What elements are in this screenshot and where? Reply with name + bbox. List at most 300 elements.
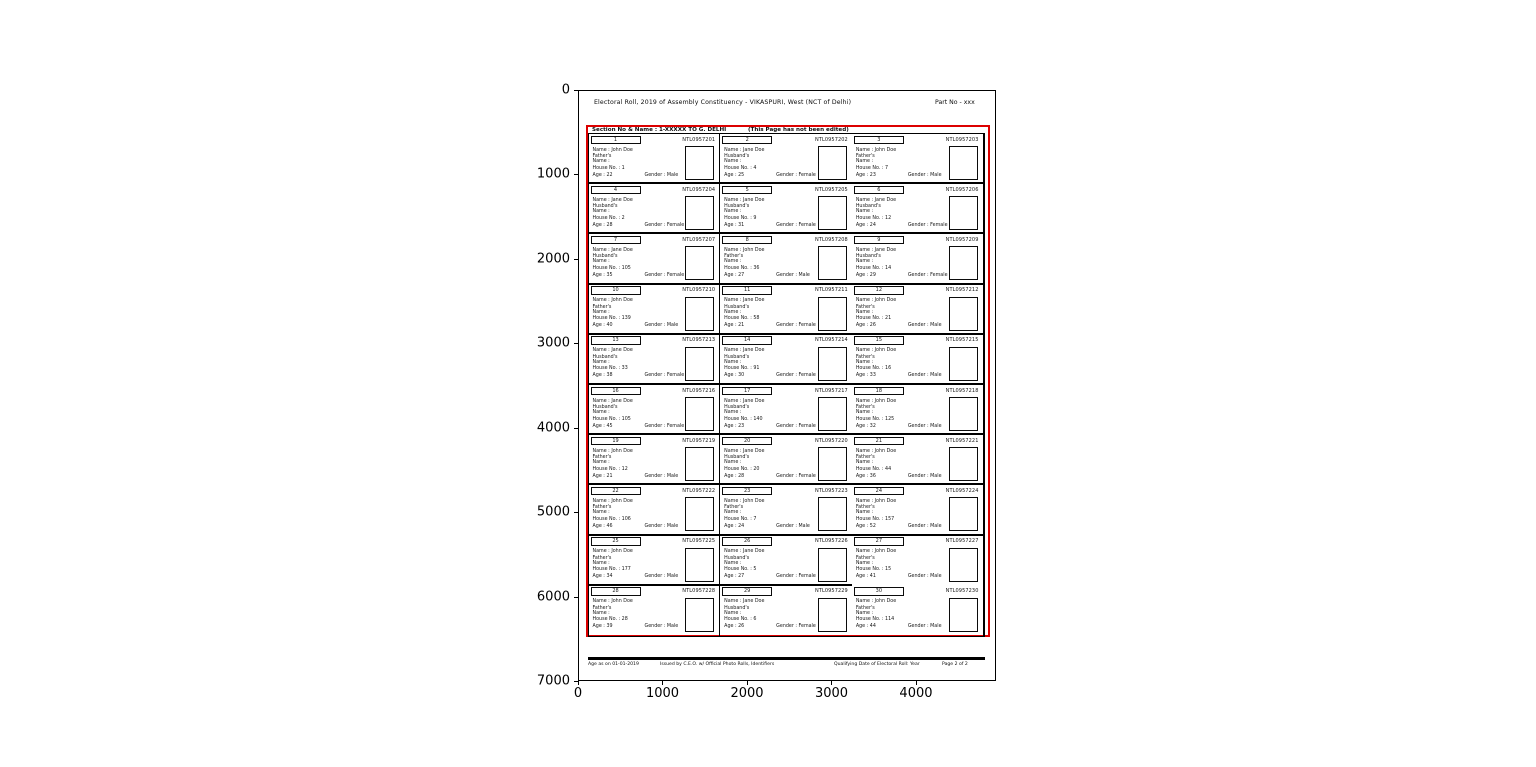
document-page <box>578 90 996 681</box>
voter-card <box>589 536 721 586</box>
age-value: Age : 26 <box>724 624 745 630</box>
gender-value: Gender : Male <box>776 523 810 529</box>
relation-line: Father's <box>724 254 744 260</box>
name-line: Name : John Doe <box>855 448 897 454</box>
gender-value: Gender : Male <box>907 423 942 429</box>
age-line <box>593 273 685 278</box>
age-value: Age : 41 <box>855 574 876 580</box>
house-line: House No. : 125 <box>855 416 895 422</box>
relation-line: Father's <box>592 455 612 461</box>
house-line: House No. : 105 <box>592 416 631 422</box>
epic-number: NTL0957203 <box>945 136 979 143</box>
y-tick-mark <box>574 597 578 598</box>
name-line: Name : John Doe <box>855 398 897 404</box>
name-line: Name : Jane Doe <box>724 197 765 203</box>
x-tick-mark <box>916 681 917 685</box>
house-line: House No. : 2 <box>592 215 625 221</box>
y-tick-label: 5000 <box>536 504 570 520</box>
age-line <box>593 424 685 429</box>
age-value: Age : 21 <box>592 473 613 479</box>
age-value: Age : 52 <box>855 523 876 529</box>
relation-line: Husband's <box>855 204 881 210</box>
epic-number: NTL0957207 <box>682 236 716 243</box>
age-line <box>856 273 948 278</box>
serial-number: 14 <box>743 337 751 344</box>
serial-number-box <box>854 286 904 295</box>
house-line: House No. : 58 <box>724 316 760 322</box>
relation-line: Father's <box>855 304 875 310</box>
name-line: Name : Jane Doe <box>592 197 633 203</box>
age-line <box>593 373 685 378</box>
voter-card <box>720 234 852 284</box>
house-line: House No. : 91 <box>724 366 760 372</box>
age-value: Age : 38 <box>592 373 613 379</box>
relation-name-label: Name : <box>724 259 742 265</box>
serial-number: 19 <box>612 437 619 444</box>
voter-card <box>852 485 984 535</box>
relation-line: Husband's <box>724 405 750 410</box>
name-line: Name : John Doe <box>855 298 897 304</box>
y-tick-label: 7000 <box>536 673 570 689</box>
serial-number: 22 <box>612 487 619 494</box>
relation-line: Husband's <box>724 204 750 210</box>
photo-box <box>685 548 714 582</box>
relation-line: Father's <box>592 555 612 561</box>
doc-part-no: Part No - xxx <box>935 99 975 106</box>
age-value: Age : 31 <box>724 222 745 228</box>
serial-number: 17 <box>743 387 751 394</box>
house-line: House No. : 15 <box>855 567 892 573</box>
voter-grid <box>588 133 985 637</box>
relation-name-label: Name : <box>855 460 874 466</box>
age-line <box>856 323 948 328</box>
age-value: Age : 44 <box>855 624 876 630</box>
y-tick-mark <box>574 90 578 91</box>
serial-number: 3 <box>877 136 881 143</box>
photo-box <box>818 196 847 230</box>
age-line <box>593 474 685 479</box>
relation-name-label: Name : <box>592 209 610 215</box>
gender-value: Gender : Female <box>644 222 685 228</box>
serial-number: 27 <box>875 538 883 545</box>
serial-number: 28 <box>612 588 619 595</box>
relation-line: Father's <box>592 304 612 310</box>
gender-value: Gender : Female <box>776 373 816 379</box>
house-line: House No. : 12 <box>592 466 628 472</box>
age-line <box>856 373 948 378</box>
voter-card <box>720 536 852 586</box>
age-value: Age : 36 <box>855 473 876 479</box>
relation-name-label: Name : <box>724 410 742 415</box>
epic-number: NTL0957213 <box>682 337 716 344</box>
relation-line: Husband's <box>724 304 750 310</box>
serial-number-box <box>722 537 772 546</box>
y-tick-label: 6000 <box>536 589 570 605</box>
photo-box <box>685 447 714 481</box>
photo-box <box>685 246 714 280</box>
house-line: House No. : 21 <box>855 316 892 322</box>
serial-number-box <box>722 437 772 446</box>
name-line: Name : Jane Doe <box>724 298 765 304</box>
serial-number: 11 <box>743 287 751 294</box>
age-line <box>724 173 816 178</box>
age-value: Age : 27 <box>724 272 745 278</box>
serial-number-box <box>854 437 904 446</box>
relation-name-label: Name : <box>592 510 610 516</box>
serial-number-box <box>591 136 641 145</box>
name-line: Name : John Doe <box>592 498 633 504</box>
epic-number: NTL0957220 <box>814 437 848 444</box>
y-tick-label: 0 <box>561 82 570 98</box>
x-tick-mark <box>662 681 663 685</box>
relation-name-label: Name : <box>855 209 874 215</box>
voter-card <box>720 485 852 535</box>
serial-number: 4 <box>613 186 618 193</box>
house-line: House No. : 7 <box>855 165 889 171</box>
serial-number-box <box>854 186 904 195</box>
age-value: Age : 35 <box>592 272 613 278</box>
age-value: Age : 21 <box>724 323 745 329</box>
house-line: House No. : 7 <box>724 516 757 522</box>
x-tick-label: 4000 <box>899 686 933 701</box>
serial-number-box <box>722 236 772 245</box>
relation-name-label: Name : <box>855 359 874 365</box>
x-tick-label: 0 <box>573 686 583 701</box>
photo-box <box>818 497 847 531</box>
age-value: Age : 28 <box>592 222 613 228</box>
epic-number: NTL0957214 <box>814 337 848 344</box>
name-line: Name : Jane Doe <box>724 348 765 354</box>
name-line: Name : John Doe <box>855 599 897 605</box>
footer-divider-bar <box>588 657 985 660</box>
relation-name-label: Name : <box>592 460 610 466</box>
voter-card <box>589 586 721 636</box>
epic-number: NTL0957228 <box>682 588 716 595</box>
name-line: Name : John Doe <box>592 147 633 153</box>
relation-name-label: Name : <box>855 309 874 315</box>
gender-value: Gender : Female <box>776 323 816 329</box>
voter-card <box>852 184 984 234</box>
relation-line: Husband's <box>724 354 750 360</box>
gender-value: Gender : Male <box>776 272 810 278</box>
serial-number-box <box>591 537 641 546</box>
photo-box <box>949 347 978 381</box>
gender-value: Gender : Male <box>644 523 679 529</box>
relation-name-label: Name : <box>855 560 874 566</box>
serial-number-box <box>854 587 904 596</box>
age-line <box>593 574 685 579</box>
relation-line: Father's <box>855 605 875 611</box>
serial-number-box <box>854 537 904 546</box>
relation-name-label: Name : <box>855 159 874 164</box>
relation-name-label: Name : <box>855 259 874 265</box>
relation-name-label: Name : <box>724 159 742 164</box>
gender-value: Gender : Male <box>907 373 942 379</box>
house-line: House No. : 44 <box>855 466 892 472</box>
name-line: Name : Jane Doe <box>724 147 765 153</box>
photo-box <box>949 447 978 481</box>
serial-number: 1 <box>613 136 618 143</box>
house-line: House No. : 28 <box>592 617 628 623</box>
relation-name-label: Name : <box>592 560 610 566</box>
photo-box <box>818 598 847 632</box>
footer-age-note: Age as on 01-01-2019 <box>588 661 639 667</box>
photo-box <box>685 297 714 331</box>
footer-date-note: Qualifying Date of Electoral Roll: Year <box>834 661 920 667</box>
y-tick-label: 1000 <box>536 166 570 182</box>
age-line <box>724 474 816 479</box>
name-line: Name : John Doe <box>724 247 765 253</box>
photo-box <box>949 297 978 331</box>
photo-box <box>818 347 847 381</box>
y-tick-label: 2000 <box>536 251 570 267</box>
serial-number: 15 <box>875 337 883 344</box>
voter-card <box>589 285 721 335</box>
voter-card <box>720 285 852 335</box>
name-line: Name : John Doe <box>855 147 897 153</box>
relation-line: Father's <box>855 405 875 410</box>
house-line: House No. : 157 <box>855 516 895 522</box>
photo-box <box>949 397 978 431</box>
gender-value: Gender : Female <box>776 423 816 429</box>
gender-value: Gender : Male <box>907 624 942 630</box>
y-tick-mark <box>574 259 578 260</box>
relation-name-label: Name : <box>592 610 610 616</box>
age-line <box>856 223 948 228</box>
voter-card <box>720 184 852 234</box>
photo-box <box>685 347 714 381</box>
epic-number: NTL0957225 <box>682 538 716 545</box>
photo-box <box>818 246 847 280</box>
house-line: House No. : 33 <box>592 366 628 372</box>
name-line: Name : Jane Doe <box>592 348 633 354</box>
age-line <box>724 624 816 629</box>
serial-number: 20 <box>743 437 751 444</box>
serial-number-box <box>854 387 904 396</box>
y-tick-mark <box>574 512 578 513</box>
serial-number-box <box>854 236 904 245</box>
epic-number: NTL0957217 <box>814 387 848 394</box>
epic-number: NTL0957201 <box>682 136 716 143</box>
voter-card <box>852 134 984 184</box>
gender-value: Gender : Female <box>644 373 685 379</box>
name-line: Name : John Doe <box>592 549 633 555</box>
age-line <box>724 273 816 278</box>
name-line: Name : Jane Doe <box>724 448 765 454</box>
serial-number: 12 <box>875 287 883 294</box>
voter-card <box>852 285 984 335</box>
photo-box <box>685 598 714 632</box>
serial-number: 10 <box>612 287 619 294</box>
age-line <box>856 474 948 479</box>
name-line: Name : Jane Doe <box>855 247 897 253</box>
epic-number: NTL0957227 <box>945 538 979 545</box>
epic-number: NTL0957215 <box>945 337 979 344</box>
age-value: Age : 27 <box>724 574 745 580</box>
relation-line: Husband's <box>724 154 750 159</box>
relation-line: Husband's <box>592 204 618 210</box>
epic-number: NTL0957226 <box>814 538 848 545</box>
relation-name-label: Name : <box>724 359 742 365</box>
age-value: Age : 46 <box>592 523 613 529</box>
epic-number: NTL0957218 <box>945 387 979 394</box>
serial-number: 21 <box>875 437 883 444</box>
relation-line: Husband's <box>592 254 618 260</box>
age-line <box>724 524 816 529</box>
relation-line: Husband's <box>592 354 618 360</box>
photo-box <box>818 297 847 331</box>
serial-number-box <box>591 336 641 345</box>
gender-value: Gender : Female <box>776 172 816 178</box>
serial-number-box <box>722 286 772 295</box>
y-tick-mark <box>574 343 578 344</box>
age-value: Age : 45 <box>592 423 613 429</box>
name-line: Name : Jane Doe <box>724 599 765 605</box>
photo-box <box>949 497 978 531</box>
relation-name-label: Name : <box>855 510 874 516</box>
gender-value: Gender : Female <box>776 624 816 630</box>
house-line: House No. : 114 <box>855 617 895 623</box>
voter-card <box>852 385 984 435</box>
gender-value: Gender : Male <box>907 323 942 329</box>
voter-card <box>589 134 721 184</box>
voter-card <box>589 184 721 234</box>
relation-name-label: Name : <box>592 359 610 365</box>
serial-number: 30 <box>875 588 883 595</box>
epic-number: NTL0957221 <box>945 437 979 444</box>
serial-number: 5 <box>745 186 749 193</box>
name-line: Name : Jane Doe <box>592 247 633 253</box>
photo-box <box>685 497 714 531</box>
voter-card <box>589 385 721 435</box>
gender-value: Gender : Female <box>776 574 816 580</box>
voter-card <box>852 586 984 636</box>
house-line: House No. : 106 <box>592 516 631 522</box>
serial-number-box <box>591 286 641 295</box>
photo-box <box>949 146 978 180</box>
house-line: House No. : 140 <box>724 416 763 422</box>
house-line: House No. : 12 <box>855 215 892 221</box>
serial-number: 26 <box>743 538 751 545</box>
epic-number: NTL0957230 <box>945 588 979 595</box>
age-line <box>856 173 948 178</box>
age-value: Age : 30 <box>724 373 745 379</box>
gender-value: Gender : Female <box>644 272 685 278</box>
photo-box <box>949 246 978 280</box>
photo-box <box>818 146 847 180</box>
voter-card <box>720 385 852 435</box>
relation-name-label: Name : <box>592 259 610 265</box>
photo-box <box>818 447 847 481</box>
age-value: Age : 26 <box>855 323 876 329</box>
doc-header-title: Electoral Roll, 2019 of Assembly Constituency - VIKASPURI, West (NCT of Delhi) <box>594 99 852 106</box>
name-line: Name : Jane Doe <box>592 398 633 404</box>
epic-number: NTL0957229 <box>814 588 848 595</box>
epic-number: NTL0957224 <box>945 487 979 494</box>
age-value: Age : 34 <box>592 574 613 580</box>
serial-number-box <box>591 437 641 446</box>
serial-number-box <box>591 236 641 245</box>
gender-value: Gender : Male <box>644 172 679 178</box>
age-line <box>856 574 948 579</box>
relation-name-label: Name : <box>724 560 742 566</box>
photo-box <box>818 548 847 582</box>
x-tick-label: 3000 <box>814 686 849 701</box>
voter-card <box>852 435 984 485</box>
gender-value: Gender : Male <box>907 574 942 580</box>
serial-number: 24 <box>875 487 883 494</box>
voter-card <box>852 335 984 385</box>
footer-page-number: Page 2 of 2 <box>942 661 968 667</box>
gender-value: Gender : Female <box>776 473 816 479</box>
age-value: Age : 23 <box>724 423 745 429</box>
gender-value: Gender : Male <box>907 172 942 178</box>
age-value: Age : 39 <box>592 624 613 630</box>
voter-card <box>852 234 984 284</box>
x-tick-label: 2000 <box>730 686 764 701</box>
serial-number-box <box>591 487 641 496</box>
photo-box <box>685 146 714 180</box>
serial-number-box <box>722 587 772 596</box>
voter-card <box>589 435 721 485</box>
house-line: House No. : 1 <box>592 165 625 171</box>
age-value: Age : 40 <box>592 323 613 329</box>
epic-number: NTL0957209 <box>945 236 979 243</box>
relation-name-label: Name : <box>724 309 742 315</box>
voter-card <box>720 134 852 184</box>
house-line: House No. : 20 <box>724 466 760 472</box>
gender-value: Gender : Male <box>644 624 679 630</box>
gender-value: Gender : Female <box>907 272 948 278</box>
gender-value: Gender : Female <box>907 222 948 228</box>
y-tick-mark <box>574 174 578 175</box>
house-line: House No. : 4 <box>724 165 757 171</box>
epic-number: NTL0957211 <box>814 287 848 294</box>
serial-number-box <box>591 387 641 396</box>
name-line: Name : John Doe <box>855 348 897 354</box>
age-line <box>856 524 948 529</box>
serial-number-box <box>854 336 904 345</box>
serial-number: 7 <box>613 236 618 243</box>
voter-card <box>589 485 721 535</box>
footer-issued-by: Issued by C.E.O. w/ Official Photo Rolls, Identifiers <box>660 661 775 667</box>
age-line <box>593 173 685 178</box>
name-line: Name : John Doe <box>592 599 633 605</box>
relation-name-label: Name : <box>724 460 742 466</box>
x-tick-label: 1000 <box>645 686 680 701</box>
age-value: Age : 24 <box>855 222 876 228</box>
serial-number-box <box>722 186 772 195</box>
name-line: Name : Jane Doe <box>724 398 765 404</box>
epic-number: NTL0957219 <box>682 437 716 444</box>
photo-box <box>818 397 847 431</box>
serial-number: 9 <box>877 236 881 243</box>
section-note: (This Page has not been edited) <box>748 127 849 133</box>
age-value: Age : 32 <box>855 423 876 429</box>
epic-number: NTL0957216 <box>682 387 716 394</box>
house-line: House No. : 9 <box>724 215 757 221</box>
serial-number-box <box>591 587 641 596</box>
name-line: Name : John Doe <box>855 549 897 555</box>
name-line: Name : John Doe <box>855 498 897 504</box>
relation-line: Husband's <box>724 605 750 611</box>
gender-value: Gender : Male <box>644 473 679 479</box>
serial-number: 2 <box>745 136 749 143</box>
gender-value: Gender : Female <box>644 423 685 429</box>
relation-line: Father's <box>724 505 744 511</box>
relation-line: Father's <box>855 555 875 561</box>
epic-number: NTL0957222 <box>682 487 716 494</box>
